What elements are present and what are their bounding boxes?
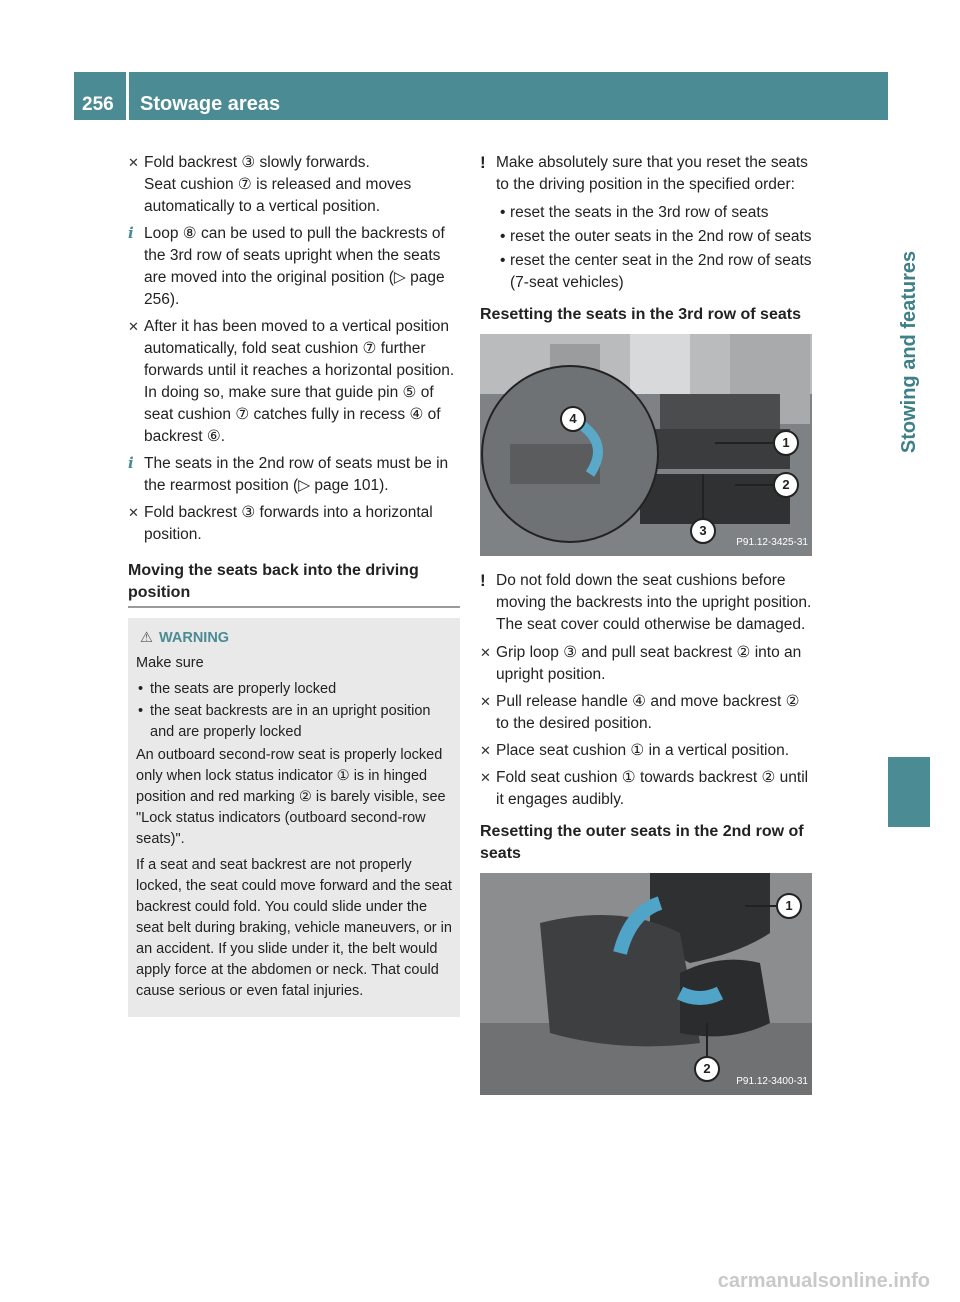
page-title: Stowage areas — [140, 93, 281, 115]
leader-line — [735, 484, 773, 486]
callout-2: 2 — [773, 472, 799, 498]
warning-intro: Make sure — [136, 655, 204, 671]
bullet-icon: • — [138, 703, 144, 719]
notice-cushions — [480, 570, 812, 636]
step-text: Fold backrest ③ slowly forwards. — [144, 154, 370, 171]
step-text: Place seat cushion ① in a vertical position. — [496, 742, 790, 759]
info-text: The seats in the 2nd row of seats must be in the rearmost position (▷ page 101). — [144, 455, 449, 494]
step-fold-horizontal — [128, 502, 460, 546]
step-fold-cushion — [480, 767, 812, 811]
step-fold-cushion — [128, 316, 460, 448]
info-icon: i — [128, 454, 134, 472]
info-icon: i — [128, 224, 134, 242]
step-release-handle — [480, 691, 812, 735]
warning-bullet-text: the seats are properly locked — [150, 681, 337, 697]
step-text: After it has been moved to a vertical position automatically, fold seat cushion ⑦ further forwards until it reaches a horizontal position. In doing so, make sure that guide pin ⑤ of seat cushion ⑦ catches fully in recess ④ of backrest ⑥. — [144, 318, 455, 445]
figure-caption: P91.12-3400-31 — [736, 1076, 808, 1087]
notice-text: Make absolutely sure that you reset the seats to the driving position in the specified order: — [496, 154, 808, 193]
callout-4: 4 — [560, 406, 586, 432]
step-arrow-icon: ✕ — [480, 645, 491, 660]
step-arrow-icon: ✕ — [128, 505, 139, 520]
step-text: Fold seat cushion ① towards backrest ② until it engages audibly. — [496, 769, 809, 808]
step-arrow-icon: ✕ — [480, 694, 491, 709]
warning-bullet — [136, 701, 452, 743]
step-arrow-icon: ✕ — [480, 770, 491, 785]
step-result-text: Seat cushion ⑦ is released and moves automatically to a vertical position. — [144, 176, 412, 215]
callout-1: 1 — [776, 893, 802, 919]
step-text: Grip loop ③ and pull seat backrest ② into an upright position. — [496, 644, 802, 683]
section-heading: Resetting the outer seats in the 2nd row of seats — [480, 823, 804, 862]
warning-bullet — [136, 679, 452, 700]
step-fold-backrest — [128, 152, 460, 218]
info-note-loop — [128, 223, 460, 311]
bullet-icon: • — [500, 228, 506, 245]
step-arrow-icon: ✕ — [480, 743, 491, 758]
figure-outer-seats — [480, 873, 812, 1095]
figure-caption: P91.12-3425-31 — [736, 537, 808, 548]
header-separator — [126, 72, 129, 120]
warning-title-text: WARNING — [159, 630, 230, 646]
notice-icon: ! — [480, 571, 486, 590]
warning-triangle-icon: ⚠ — [140, 630, 153, 646]
list-item — [480, 226, 812, 248]
leader-line — [715, 442, 773, 444]
warning-title — [136, 628, 452, 649]
side-tab-marker — [888, 757, 930, 827]
leader-line — [745, 905, 776, 907]
list-item — [480, 202, 812, 224]
info-text: Loop ⑧ can be used to pull the backrests of the 3rd row of seats upright when the seats are moved into the original position (▷ page 256). — [144, 225, 445, 308]
side-tab-label: Stowing and features — [898, 250, 920, 454]
list-item-text: reset the outer seats in the 2nd row of seats — [510, 228, 812, 245]
info-note-rearmost — [128, 453, 460, 497]
bullet-icon: • — [500, 252, 506, 269]
callout-1: 1 — [773, 430, 799, 456]
list-item-text: reset the seats in the 3rd row of seats — [510, 204, 769, 221]
bullet-icon: • — [500, 204, 506, 221]
warning-paragraph: If a seat and seat backrest are not properly locked, the seat could move forward and the seat backrest could fold. You could slide under the seat belt during braking, vehicle maneuvers, or in an accident. If you slide under it, the belt would apply force at the abdomen or neck. That could cause serious or even fatal injuries. — [136, 857, 452, 999]
leader-line — [702, 474, 704, 518]
step-text: Pull release handle ④ and move backrest ② to the desired position. — [496, 693, 800, 732]
step-place-cushion — [480, 740, 812, 762]
leader-line — [706, 1023, 708, 1056]
section-heading: Moving the seats back into the driving position — [128, 560, 460, 608]
bullet-icon: • — [138, 681, 144, 697]
notice-order — [480, 152, 812, 196]
step-arrow-icon: ✕ — [128, 155, 139, 170]
warning-paragraph: An outboard second-row seat is properly locked only when lock status indicator ① is in hinged position and red marking ② is barely visible, see "Lock status indicators (outboard second-row seats)". — [136, 747, 446, 847]
figure-third-row-seats — [480, 334, 812, 556]
warning-box — [128, 618, 460, 1017]
section-heading: Resetting the seats in the 3rd row of seats — [480, 306, 801, 323]
notice-text: Do not fold down the seat cushions before moving the backrests into the upright position. The seat cover could otherwise be damaged. — [496, 572, 812, 633]
left-column — [128, 152, 460, 1017]
step-text: Fold backrest ③ forwards into a horizontal position. — [144, 504, 433, 543]
callout-3: 3 — [690, 518, 716, 544]
list-item-text: reset the center seat in the 2nd row of seats (7-seat vehicles) — [510, 252, 812, 291]
side-tab — [888, 72, 930, 632]
page-number: 256 — [82, 94, 114, 115]
footer-watermark: carmanualsonline.info — [717, 1270, 930, 1292]
list-item — [480, 250, 812, 294]
warning-bullet-text: the seat backrests are in an upright position and are properly locked — [150, 703, 431, 740]
notice-icon: ! — [480, 153, 486, 172]
seat-illustration — [480, 334, 812, 556]
right-column — [480, 152, 812, 1109]
step-grip-loop — [480, 642, 812, 686]
step-arrow-icon: ✕ — [128, 319, 139, 334]
callout-2: 2 — [694, 1056, 720, 1082]
